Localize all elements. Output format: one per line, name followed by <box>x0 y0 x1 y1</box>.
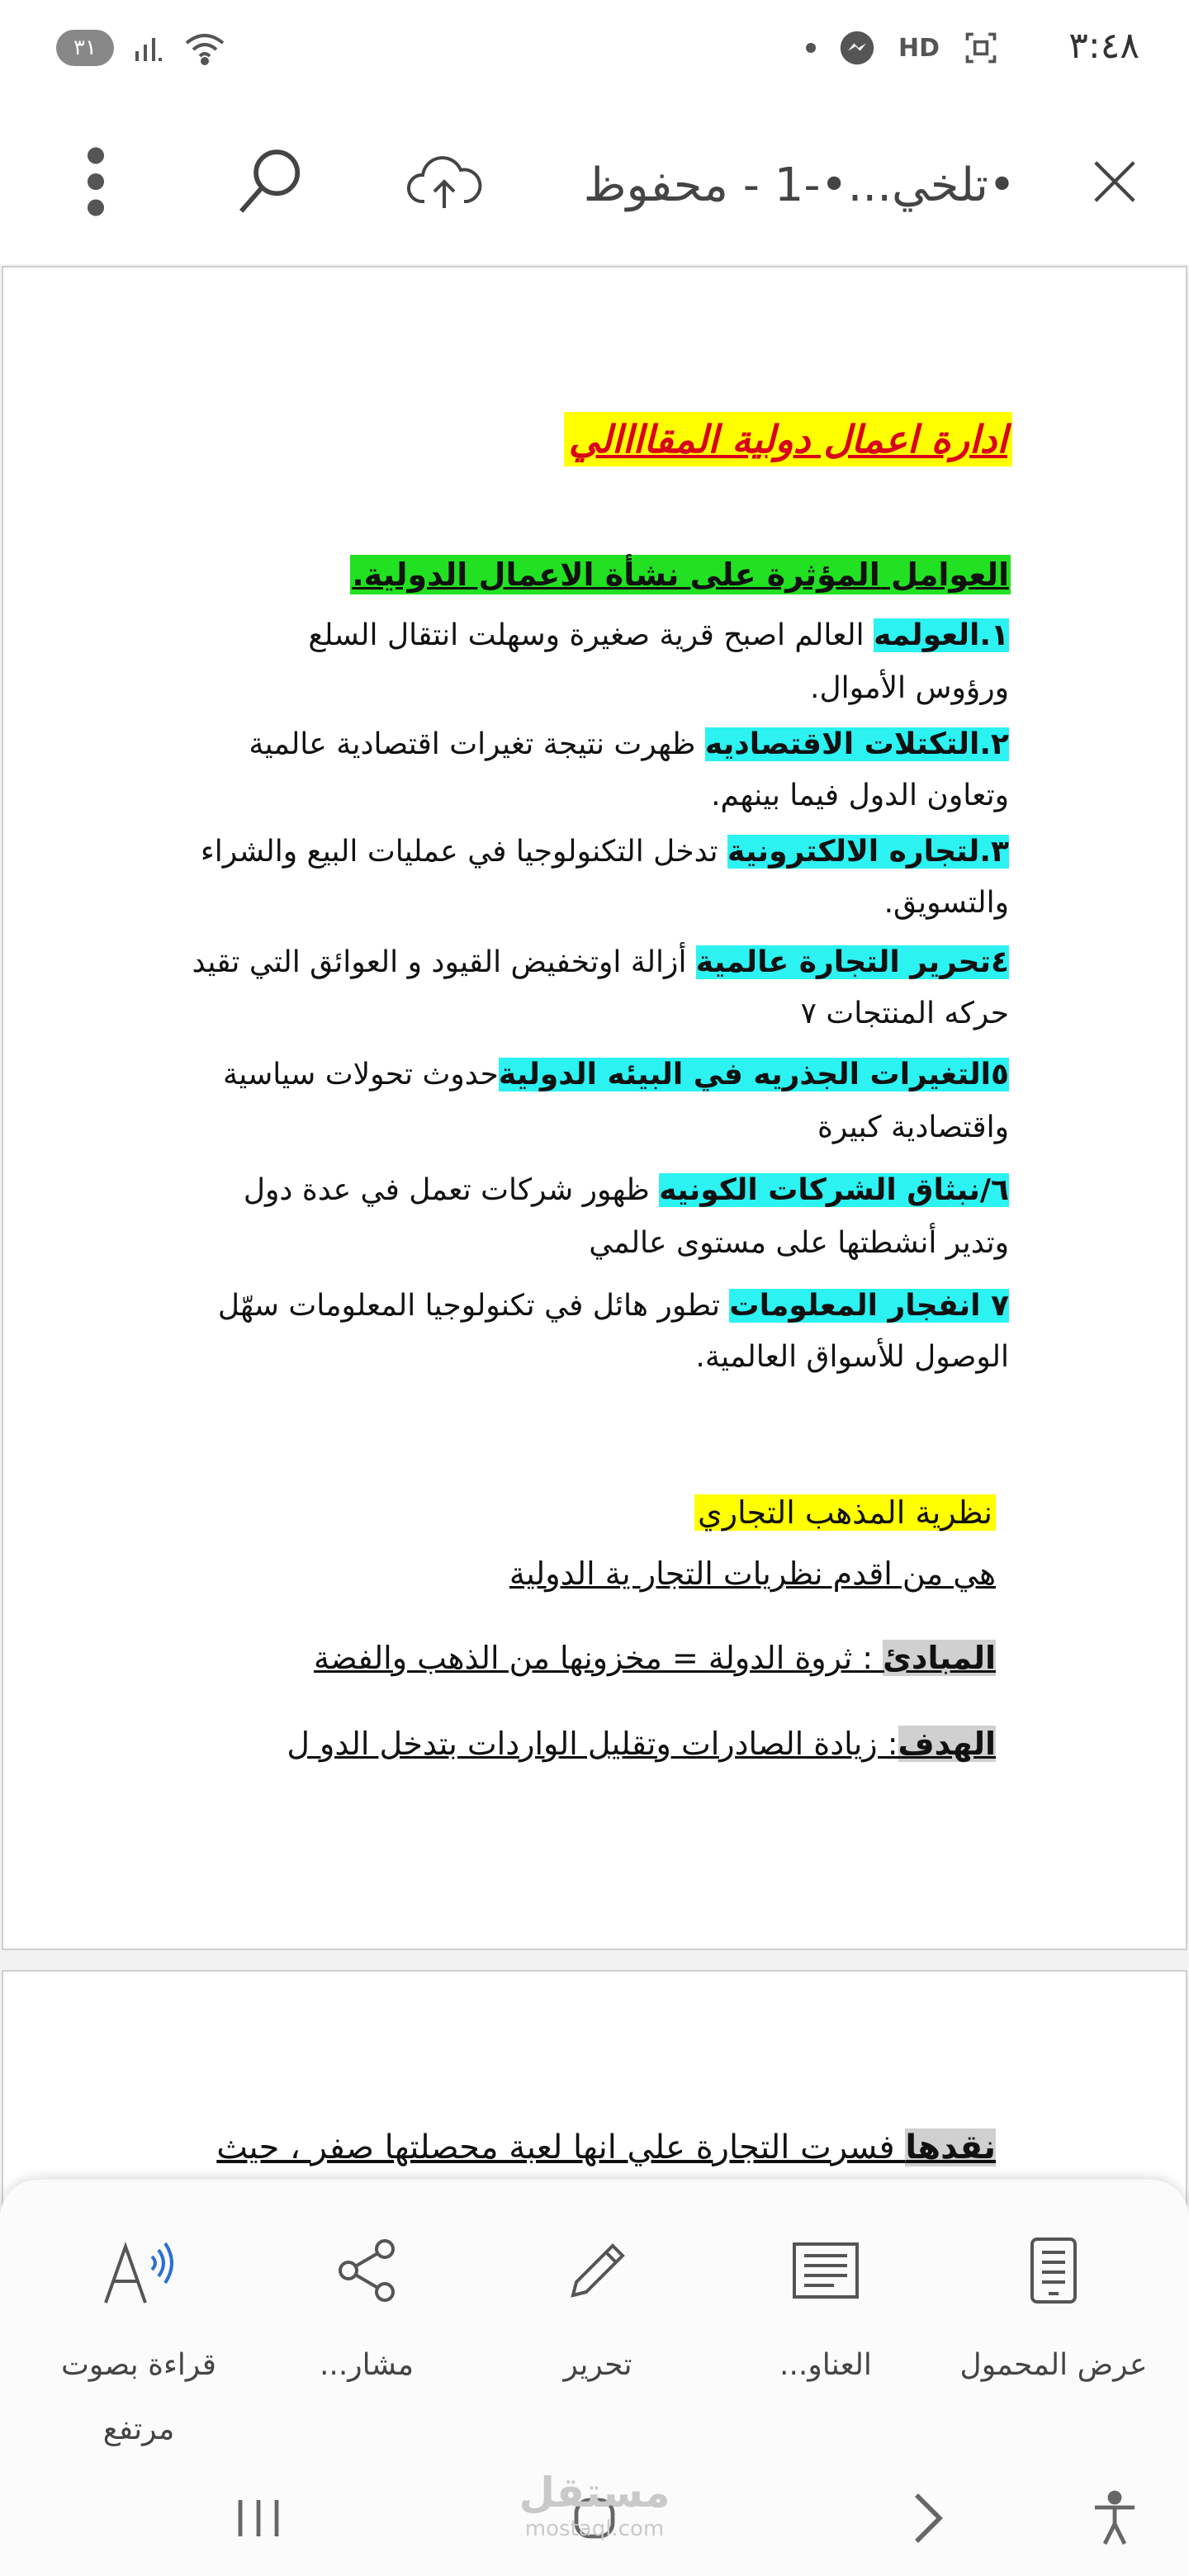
recent-apps-icon <box>230 2493 288 2543</box>
close-button[interactable] <box>1073 140 1156 223</box>
list-item-continued: حركه المنتجات ٧ <box>800 997 1009 1030</box>
network-label: HD <box>898 33 940 63</box>
headings-label: العناو... <box>779 2348 872 2382</box>
screenshot-icon <box>963 30 999 66</box>
factor-label: ٦/نبثاق الشركات الكونيه <box>659 1173 1009 1207</box>
mobile-view-label: عرض المحمول <box>959 2348 1148 2382</box>
more-vertical-icon <box>83 146 108 217</box>
read-aloud-icon <box>97 2229 180 2312</box>
theory-line: هي من اقدم نظريات التجار ية الدولية <box>509 1556 996 1592</box>
cloud-upload-button[interactable] <box>403 140 486 223</box>
read-aloud-label: قراءة بصوت مرتفع <box>60 2348 217 2446</box>
watermark-subtext: mostaql.com <box>524 2517 665 2541</box>
document-heading <box>564 412 1012 466</box>
factor-label: ٥التغيرات الجذريه في البيئه الدولية <box>498 1058 1009 1091</box>
chevron-right-icon <box>907 2489 949 2547</box>
factor-text: تطور هائل في تكنولوجيا المعلومات سهّل <box>217 1289 730 1323</box>
mobile-view-button[interactable] <box>946 2229 1161 2398</box>
status-icons-right <box>806 30 999 66</box>
factor-label: ١.العولمه <box>874 618 1009 652</box>
search-icon <box>235 146 306 217</box>
factor-text: تدخل التكنولوجيا في عمليات البيع والشراء <box>200 835 728 869</box>
headings-icon <box>784 2229 867 2312</box>
list-item-continued: وتدير أنشطتها على مستوى عالمي <box>589 1226 1009 1260</box>
list-item <box>218 1280 1009 1333</box>
battery-icon: ٣١ <box>56 30 114 66</box>
mobile-view-icon <box>1012 2229 1095 2312</box>
notification-dot-icon <box>806 43 816 53</box>
accessibility-button[interactable] <box>1065 2477 1164 2559</box>
factor-text: العالم اصبح قرية صغيرة وسهلت انتقال السلع <box>308 618 874 652</box>
factor-label: ٢.التكتلات الاقتصاديه <box>704 727 1009 761</box>
factor-label: ٧ انفجار المعلومات <box>729 1289 1009 1323</box>
list-item <box>244 1164 1009 1217</box>
list-item <box>192 936 1009 989</box>
watermark-text: مستقل <box>519 2469 670 2517</box>
factor-label: ٤تحرير التجارة عالمية <box>695 945 1009 979</box>
status-icons-left <box>56 30 226 66</box>
factor-text: ظهرت نتيجة تغيرات اقتصادية عالمية <box>249 727 705 761</box>
list-item-continued: والتسويق. <box>883 886 1009 920</box>
read-aloud-button[interactable] <box>31 2229 246 2462</box>
status-time: ٣:٤٨ <box>1068 25 1139 67</box>
app-toolbar <box>0 107 1189 264</box>
wifi-icon <box>183 30 226 66</box>
document-title[interactable]: •تلخي...•-1 - محفوظ <box>583 159 1016 212</box>
share-label: مشار... <box>319 2348 414 2382</box>
factor-text: حدوث تحولات سياسية <box>222 1058 499 1091</box>
close-icon <box>1089 156 1140 207</box>
signal-icon <box>132 31 165 64</box>
edit-button[interactable] <box>490 2229 705 2398</box>
principle-label: المبادئ <box>883 1640 996 1676</box>
list-item <box>223 1049 1009 1101</box>
pencil-icon <box>557 2229 639 2312</box>
headings-button[interactable] <box>718 2229 933 2398</box>
list-item <box>201 826 1009 878</box>
list-item-continued: وتعاون الدول فيما بينهم. <box>711 779 1009 812</box>
document-page-1[interactable] <box>2 266 1187 1950</box>
list-item-continued: واقتصادية كبيرة <box>817 1110 1009 1144</box>
goal-line <box>287 1726 996 1762</box>
more-options-button[interactable] <box>54 140 137 223</box>
critique-text: فسرت التجارة علي انها لعبة محصلتها صفر ، حيث <box>216 2129 906 2166</box>
accessibility-icon <box>1090 2489 1139 2547</box>
goal-label: الهدف <box>898 1726 996 1762</box>
goal-text: : زيادة الصادرات وتقليل الواردات بتدخل الدو ل <box>287 1726 898 1762</box>
cloud-upload-icon <box>405 149 484 215</box>
critique-line <box>216 2129 996 2166</box>
principle-text: : ثروة الدولة = مخزونها من الذهب والفضة <box>314 1640 883 1676</box>
recent-apps-button[interactable] <box>210 2477 309 2559</box>
theory-title: نظرية المذهب التجاري <box>694 1494 996 1531</box>
messenger-icon <box>839 30 875 66</box>
list-item <box>308 609 1009 662</box>
factor-text: أزالة اوتخفيض القيود و العوائق التي تقيد <box>192 945 696 979</box>
search-button[interactable] <box>230 140 312 223</box>
factor-text: ظهور شركات تعمل في عدة دول <box>243 1173 660 1207</box>
section-title: العوامل المؤثرة على نشأة الاعمال الدولية. <box>352 556 1009 593</box>
heading-text: ادارة اعمال دولية المقاااالي <box>568 417 1007 462</box>
factor-label: ٣.لتجاره الالكترونية <box>727 835 1009 869</box>
status-bar <box>0 0 1189 107</box>
back-button[interactable] <box>879 2477 978 2559</box>
list-item <box>249 718 1009 771</box>
principle-line <box>314 1640 996 1676</box>
share-button[interactable] <box>259 2229 474 2398</box>
list-item-continued: ورؤوس الأموال. <box>810 671 1009 705</box>
edit-label: تحرير <box>563 2348 632 2382</box>
critique-label: نقدها <box>905 2129 996 2166</box>
list-item-continued: الوصول للأسواق العالمية. <box>695 1340 1009 1374</box>
share-icon <box>325 2229 408 2312</box>
watermark <box>512 2469 677 2541</box>
